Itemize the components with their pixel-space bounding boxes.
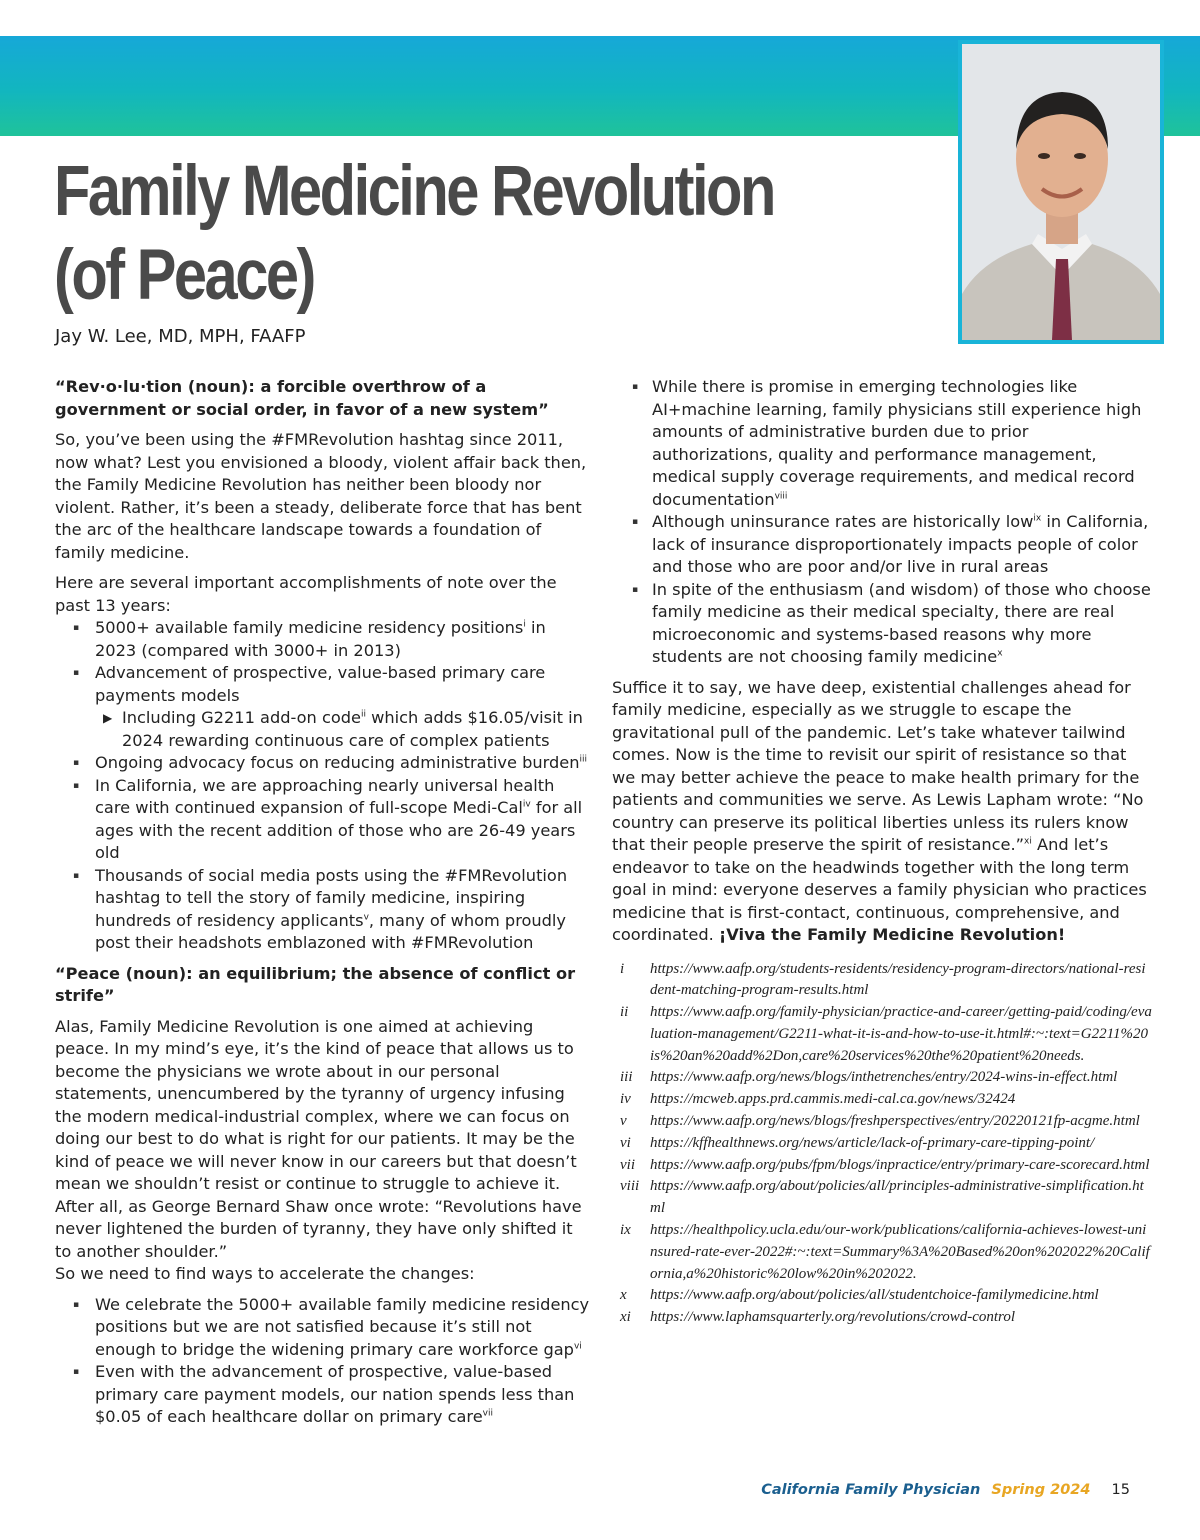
paragraph-intro: So, you’ve been using the #FMRevolution hashtag since 2011, now what? Lest you envisioned a bloody, violent affair back then, the Family Medicine Revolution has neither been bloody nor violent. Rather, it’s been a steady, deliberate force that has bent the arc of the healthcare landscape towards a foundation of family medicine. [55,430,587,562]
list-item-text: Thousands of social media posts using the #FMRevolution hashtag to tell the story of family medicine, inspiring hundreds of residency applicants [95,865,568,930]
footnote-ref: x [997,648,1003,659]
endnote-number: ii [620,1004,629,1021]
endnote-number: viii [620,1178,640,1195]
list-item-text: , many of whom proudly post their headshots emblazoned with #FMRevolution [95,910,567,952]
definition-peace: “Peace (noun): an equilibrium; the absence of conflict or strife” [55,963,576,1005]
endnote-number: iv [620,1091,631,1108]
endnote-item [612,1133,1152,1155]
list-item [55,617,590,662]
list-item-text: In spite of the enthusiasm (and wisdom) of those who choose family medicine as their medical specialty, there are real microeconomic and systems-based reasons why more students are not choosing family medicine [652,579,1151,666]
list-item [612,579,1152,669]
footnote-ref: iii [579,754,588,765]
list-item-text: Even with the advancement of prospective, value-based primary care payment models, our nation spends less than $0.05 of each healthcare dollar on primary care [95,1362,575,1426]
title-line-2: (of Peace) [54,236,314,315]
list-item-text: for all ages with the recent addition of those who are 26-49 years old [95,798,583,862]
footnote-ref: viii [774,491,788,502]
magazine-name: California Family Physician [761,1482,981,1498]
list-item-text: Ongoing advocacy focus on reducing administrative burden [95,753,580,772]
paragraph-accomplishments-lead: Here are several important accomplishments of note over the past 13 years: [55,573,557,615]
title-line-1: Family Medicine Revolution [54,152,774,231]
list-item-text: 5000+ available family medicine residency positions [95,618,524,637]
issue-season: Spring 2024 [991,1482,1091,1498]
left-column [55,376,590,1437]
endnote-item [612,1067,1152,1089]
endnote-link[interactable]: https://mcweb.apps.prd.cammis.medi-cal.ca.gov/news/32424 [650,1091,1016,1108]
author-byline: Jay W. Lee, MD, MPH, FAAFP [55,326,306,347]
footnote-ref: v [363,912,369,923]
list-item [55,775,590,865]
endnote-link[interactable]: https://www.aafp.org/about/policies/all/principles-administrative-simplification.html [650,1178,1144,1217]
list-item-text: In California, we are approaching nearly universal health care with continued expansion of full-scope Medi-Cal [95,775,555,817]
endnote-item [612,1089,1152,1111]
page-footer [761,1482,1130,1498]
author-portrait-image [962,44,1160,340]
list-item [55,662,590,752]
list-item [55,1361,590,1429]
paragraph-accelerate-lead: So we need to find ways to accelerate the changes: [55,1264,475,1283]
endnote-item [612,1176,1152,1220]
list-item-text: We celebrate the 5000+ available family medicine residency positions but we are not satisfied because it’s still not enough to bridge the widening primary care workforce gap [95,1294,590,1359]
endnote-item [612,1307,1152,1329]
endnote-number: iii [620,1069,633,1086]
closing-exclamation: ¡Viva the Family Medicine Revolution! [718,925,1066,944]
footnote-ref: xi [1024,836,1032,847]
endnote-link[interactable]: https://www.aafp.org/students-residents/residency-program-directors/national-resident-matching-program-results.html [650,960,1146,999]
endnote-item [612,1155,1152,1177]
author-photo [958,40,1164,344]
list-item-text: Although uninsurance rates are historically low [652,512,1034,531]
endnote-link[interactable]: https://kffhealthnews.org/news/article/lack-of-primary-care-tipping-point/ [650,1134,1095,1151]
footnote-ref: iv [522,799,531,810]
list-item-text: in 2023 (compared with 3000+ in 2013) [95,618,546,660]
paragraph-text: And let’s endeavor to take on the headwinds together with the long term goal in mind: everyone deserves a family physician who practices medicine that is first-contact, continuous, comprehensive, and coordinated. [612,835,1147,944]
list-item [612,376,1152,511]
paragraph-conclusion [612,677,1152,947]
list-item [55,752,590,775]
list-item-text: Advancement of prospective, value-based primary care payments models [95,663,546,705]
list-item-text: in California, lack of insurance disproportionately impacts people of color and those who are poor and/or live in rural areas [652,512,1149,576]
list-item [612,511,1152,579]
footnote-ref: vii [482,1408,493,1419]
list-item-text: which adds $16.05/visit in 2024 rewarding continuous care of complex patients [122,708,583,750]
endnote-number: x [620,1287,627,1304]
endnote-number: vii [620,1156,635,1173]
sub-list [55,707,590,752]
endnote-number: vi [620,1134,631,1151]
endnote-link[interactable]: https://www.aafp.org/news/blogs/freshperspectives/entry/20220121fp-acgme.html [650,1113,1140,1130]
endnote-number: i [620,960,625,977]
endnotes-list [612,959,1152,1330]
page-number: 15 [1111,1482,1130,1498]
endnote-number: ix [620,1222,631,1239]
challenges-list [55,1294,590,1429]
list-item-text: While there is promise in emerging technologies like AI+machine learning, family physicians still experience high amounts of administrative burden due to prior authorizations, quality and performance management, medical supply coverage requirements, and medical record documentation [652,377,1142,509]
endnote-item [612,1002,1152,1067]
footnote-ref: vi [573,1341,582,1352]
list-item [55,865,590,955]
list-item [55,1294,590,1362]
definition-revolution: “Rev·o·lu·tion (noun): a forcible overthrow of a government or social order, in favor of a new system” [55,377,549,419]
footnote-ref: i [523,619,526,630]
endnote-item [612,959,1152,1003]
endnote-item [612,1285,1152,1307]
endnote-link[interactable]: https://www.laphamsquarterly.org/revolutions/crowd-control [650,1309,1016,1326]
endnote-number: xi [620,1309,631,1326]
footnote-ref: ii [361,709,367,720]
paragraph-peace: Alas, Family Medicine Revolution is one aimed at achieving peace. In my mind’s eye, it’s the kind of peace that allows us to become the physicians we wrote about in our personal statements, unencumbered by the tyranny of urgency infusing the modern medical-industrial complex, where we can focus on doing our best to do what is right for our patients. It may be the kind of peace we will never know in our careers but that doesn’t mean we shouldn’t resist or continue to struggle to achieve it. After all, as George Bernard Shaw once wrote: “Revolutions have never lightened the burden of tyranny, they have only shifted it to another shoulder.” [55,1016,582,1261]
paragraph-text: Suffice it to say, we have deep, existential challenges ahead for family medicine, especially as we struggle to escape the gravitational pull of the pandemic. Let’s take whatever tailwind comes. Now is the time to revisit our spirit of resistance so that we may better achieve the peace to make health primary for the patients and communities we serve. As Lewis Lapham wrote: “No country can preserve its political liberties unless its rulers know that their people preserve the spirit of resistance.” [612,677,1144,854]
list-item-text: Including G2211 add-on code [122,708,361,727]
accomplishments-list [55,617,590,955]
endnote-link[interactable]: https://www.aafp.org/family-physician/practice-and-career/getting-paid/coding/evaluation-management/G2211-what-it-is-and-how-to-use-it.html#:~:text=G2211%20is%20an%20add%2Don,care%20services%20the%20patient%20needs. [650,1004,1152,1064]
page-title [54,150,774,318]
endnote-link[interactable]: https://www.aafp.org/news/blogs/inthetrenches/entry/2024-wins-in-effect.html [650,1069,1118,1086]
endnote-number: v [620,1113,627,1130]
endnote-link[interactable]: https://www.aafp.org/pubs/fpm/blogs/inpractice/entry/primary-care-scorecard.html [650,1156,1150,1173]
endnote-link[interactable]: https://www.aafp.org/about/policies/all/studentchoice-familymedicine.html [650,1287,1099,1304]
footnote-ref: ix [1033,513,1042,524]
endnote-item [612,1220,1152,1285]
challenges-list-continued [612,376,1152,669]
endnote-link[interactable]: https://healthpolicy.ucla.edu/our-work/publications/california-achieves-lowest-uninsured-rate-ever-2022#:~:text=Summary%3A%20Based%20on%202022%20California,a%20historic%20low%20in%202022. [650,1222,1150,1282]
endnote-item [612,1111,1152,1133]
right-column [612,376,1152,1329]
sub-list-item [55,707,590,752]
